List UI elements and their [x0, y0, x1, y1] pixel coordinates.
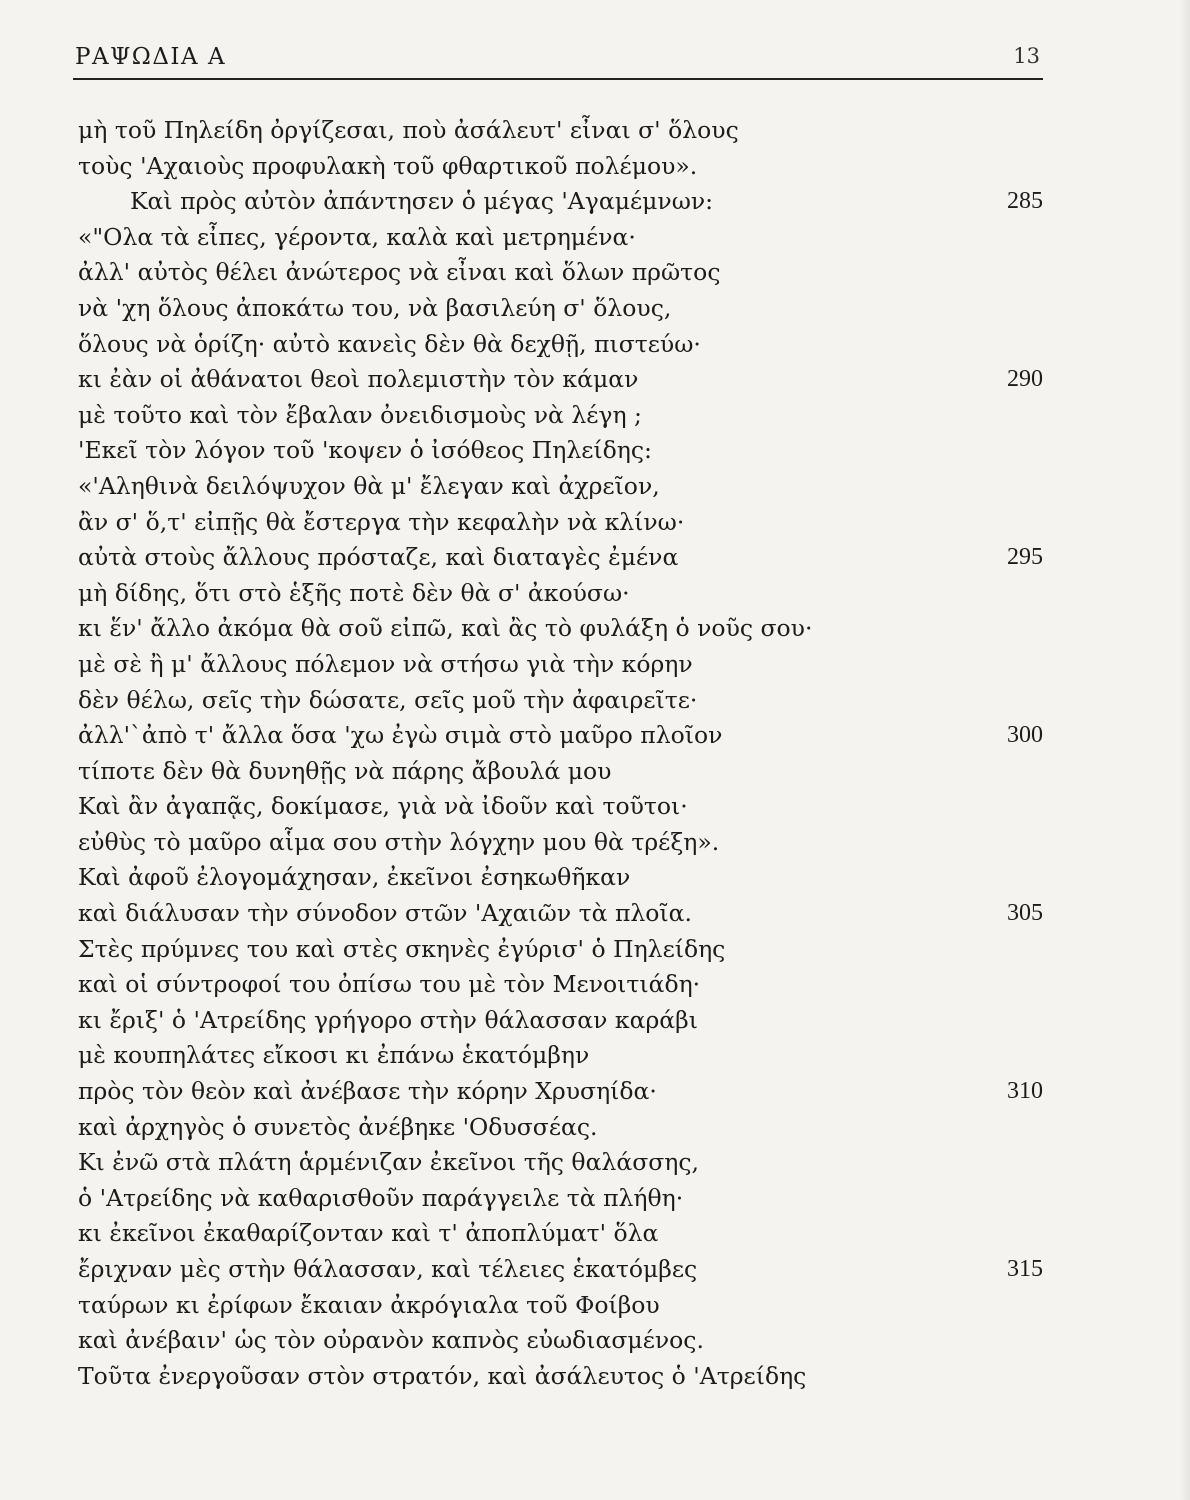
verse-line: [78, 540, 1043, 576]
verse-line: [78, 1216, 1043, 1252]
running-head: ΡΑΨΩΔΙΑ Α: [75, 44, 227, 70]
verse-line: [78, 932, 1043, 968]
verse-text: πρὸς τὸν θεὸν καὶ ἀνέβασε τὴν κόρην Χρυσηίδα·: [78, 1077, 657, 1106]
verse-line: [78, 362, 1043, 398]
verse-text: κι ἕν' ἄλλο ἀκόμα θὰ σοῦ εἰπῶ, καὶ ἂς τὸ φυλάξη ὁ νοῦς σου·: [78, 614, 813, 643]
verse-text: μὲ κουπηλάτες εἴκοσι κι ἐπάνω ἑκατόμβην: [78, 1041, 590, 1070]
verse-line: [78, 1288, 1043, 1324]
verse-line: [78, 1145, 1043, 1181]
verse-text: καὶ ἀρχηγὸς ὁ συνετὸς ἀνέβηκε 'Οδυσσέας.: [78, 1112, 598, 1141]
verse-text: κι ἐὰν οἱ ἀθάνατοι θεοὶ πολεμιστὴν τὸν κάμαν: [78, 365, 639, 394]
verse-text: καὶ ἀνέβαιν' ὡς τὸν οὐρανὸν καπνὸς εὐωδιασμένος.: [78, 1326, 704, 1355]
verse-line: [78, 1323, 1043, 1359]
verse-text: μὴ τοῦ Πηλείδη ὀργίζεσαι, ποὺ ἀσάλευτ' εἶναι σ' ὅλους: [78, 116, 739, 144]
verse-text: Καὶ ἂν ἀγαπᾷς, δοκίμασε, γιὰ νὰ ἰδοῦν καὶ τοῦτοι·: [78, 792, 688, 821]
line-number: 315: [1007, 1256, 1043, 1282]
verse-text: Καὶ ἀφοῦ ἐλογομάχησαν, ἐκεῖνοι ἐσηκωθῆκαν: [78, 863, 631, 892]
verse-block: [78, 113, 1043, 1394]
verse-text: ἀλλ' αὐτὸς θέλει ἀνώτερος νὰ εἶναι καὶ ὅλων πρῶτος: [78, 258, 721, 287]
verse-line: [78, 1003, 1043, 1039]
verse-line: [78, 1038, 1043, 1074]
verse-line: [78, 1074, 1043, 1110]
verse-line: [78, 220, 1043, 256]
verse-text: νὰ 'χη ὅλους ἀποκάτω του, νὰ βασιλεύη σ' ὅλους,: [78, 293, 672, 322]
verse-line: [78, 825, 1043, 861]
verse-line: [78, 433, 1043, 469]
verse-text: καὶ διάλυσαν τὴν σύνοδον στῶν 'Αχαιῶν τὰ πλοῖα.: [78, 899, 692, 928]
verse-text: ταύρων κι ἐρίφων ἔκαιαν ἀκρόγιαλα τοῦ Φοίβου: [78, 1290, 660, 1319]
verse-text: ἂν σ' ὅ,τ' εἰπῇς θὰ ἔστεργα τὴν κεφαλὴν νὰ κλίνω·: [78, 507, 685, 536]
verse-text: ἔριχναν μὲς στὴν θάλασσαν, καὶ τέλειες ἑκατόμβες: [78, 1255, 698, 1283]
verse-text: «"Ολα τὰ εἶπες, γέροντα, καλὰ καὶ μετρημένα·: [78, 222, 636, 251]
verse-line: [78, 1252, 1043, 1288]
verse-text: μὲ σὲ ἢ μ' ἄλλους πόλεμον νὰ στήσω γιὰ τὴν κόρην: [78, 649, 693, 678]
verse-line: [78, 113, 1043, 149]
line-number: 310: [1007, 1078, 1043, 1105]
verse-text: κι ἐκεῖνοι ἐκαθαρίζονταν καὶ τ' ἀποπλύματ' ὅλα: [78, 1219, 659, 1248]
verse-line: [78, 896, 1043, 932]
page-edge-shadow: [1180, 0, 1190, 1500]
page-number: 13: [1013, 44, 1040, 68]
verse-text: αὐτὰ στοὺς ἄλλους πρόσταζε, καὶ διαταγὲς ἐμένα: [78, 543, 679, 572]
verse-line: [78, 255, 1043, 291]
line-number: 285: [1007, 188, 1043, 215]
header-rule: [73, 78, 1043, 80]
verse-text: ὅλους νὰ ὁρίζη· αὐτὸ κανεὶς δὲν θὰ δεχθῇ, πιστεύω·: [78, 329, 701, 358]
verse-text: τοὺς 'Αχαιοὺς προφυλακὴ τοῦ φθαρτικοῦ πολέμου».: [78, 151, 698, 180]
verse-line: [78, 291, 1043, 327]
verse-line: [78, 1181, 1043, 1217]
verse-text: «'Αληθινὰ δειλόψυχον θὰ μ' ἔλεγαν καὶ ἀχρεῖον,: [78, 471, 660, 500]
verse-line: [78, 754, 1043, 790]
verse-line: [78, 611, 1043, 647]
verse-line: [78, 967, 1043, 1003]
verse-text: καὶ οἱ σύντροφοί του ὀπίσω του μὲ τὸν Μενοιτιάδη·: [78, 970, 701, 999]
verse-text: Καὶ πρὸς αὐτὸν ἀπάντησεν ὁ μέγας 'Αγαμέμνων:: [130, 187, 714, 216]
verse-text: ὁ 'Ατρείδης νὰ καθαρισθοῦν παράγγειλε τὰ πλήθη·: [78, 1183, 684, 1212]
verse-text: ἀλλ'`ἀπὸ τ' ἄλλα ὅσα 'χω ἐγὼ σιμὰ στὸ μαῦρο πλοῖον: [78, 721, 723, 750]
line-number: 295: [1007, 544, 1043, 571]
verse-line: [78, 789, 1043, 825]
verse-text: Κι ἐνῶ στὰ πλάτη ἁρμένιζαν ἐκεῖνοι τῆς θαλάσσης,: [78, 1148, 699, 1177]
verse-line: [78, 1359, 1043, 1395]
verse-line: [78, 1110, 1043, 1146]
verse-line: [78, 149, 1043, 185]
verse-text: κι ἔριξ' ὁ 'Ατρείδης γρήγορο στὴν θάλασσαν καράβι: [78, 1005, 698, 1034]
verse-text: δὲν θέλω, σεῖς τὴν δώσατε, σεῖς μοῦ τὴν ἀφαιρεῖτε·: [78, 685, 698, 714]
verse-line: [78, 576, 1043, 612]
verse-text: μὴ δίδης, ὅτι στὸ ἑξῆς ποτὲ δὲν θὰ σ' ἀκούσω·: [78, 578, 630, 607]
verse-text: εὐθὺς τὸ μαῦρο αἷμα σου στὴν λόγχην μου θὰ τρέξη».: [78, 827, 720, 856]
verse-line: [78, 469, 1043, 505]
verse-line: [78, 398, 1043, 434]
verse-text: τίποτε δὲν θὰ δυνηθῇς νὰ πάρης ἄβουλά μου: [78, 756, 612, 785]
verse-text: μὲ τοῦτο καὶ τὸν ἔβαλαν ὀνειδισμοὺς νὰ λέγη ;: [78, 400, 642, 429]
line-number: 305: [1007, 900, 1043, 927]
verse-line: [78, 860, 1043, 896]
verse-line: [78, 184, 1043, 220]
verse-line: [78, 718, 1043, 754]
line-number: 300: [1007, 722, 1043, 749]
verse-text: Στὲς πρύμνες του καὶ στὲς σκηνὲς ἐγύρισ' ὁ Πηλείδης: [78, 934, 726, 963]
verse-line: [78, 647, 1043, 683]
verse-line: [78, 505, 1043, 541]
line-number: 290: [1007, 366, 1043, 393]
verse-line: [78, 683, 1043, 719]
verse-line: [78, 327, 1043, 363]
verse-text: 'Εκεῖ τὸν λόγον τοῦ 'κοψεν ὁ ἰσόθεος Πηλείδης:: [78, 436, 652, 465]
verse-text: Τοῦτα ἐνεργοῦσαν στὸν στρατόν, καὶ ἀσάλευτος ὁ 'Ατρείδης: [78, 1361, 807, 1390]
